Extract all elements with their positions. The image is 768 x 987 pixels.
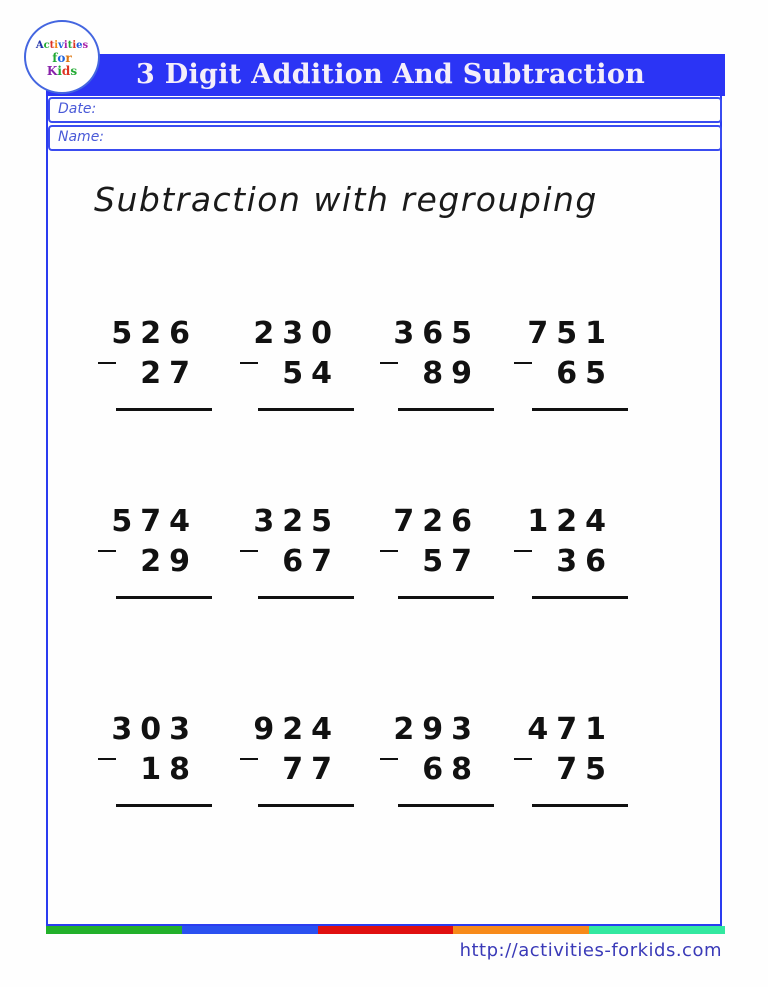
logo-line-for: for	[52, 51, 72, 65]
minuend: 574	[111, 504, 198, 539]
answer-line[interactable]	[258, 408, 354, 411]
stripe-segment	[453, 926, 589, 934]
subtraction-problem	[240, 316, 360, 416]
subtrahend: 54	[282, 356, 340, 391]
minuend: 726	[393, 504, 480, 539]
minus-sign	[380, 758, 398, 760]
subtrahend: 75	[556, 752, 614, 787]
website-url[interactable]: http://activities-forkids.com	[459, 940, 722, 961]
subtrahend: 29	[140, 544, 198, 579]
subtrahend: 67	[282, 544, 340, 579]
minuend: 124	[527, 504, 614, 539]
subtrahend: 36	[556, 544, 614, 579]
minus-sign	[380, 550, 398, 552]
subtraction-problem	[514, 712, 634, 812]
minus-sign	[514, 758, 532, 760]
activities-for-kids-logo	[24, 20, 100, 94]
logo-line-kids: Kids	[46, 64, 78, 78]
subtrahend: 68	[422, 752, 480, 787]
subtraction-problem	[240, 504, 360, 604]
minuend: 751	[527, 316, 614, 351]
subtrahend: 65	[556, 356, 614, 391]
answer-line[interactable]	[258, 804, 354, 807]
stripe-segment	[46, 926, 182, 934]
answer-line[interactable]	[532, 804, 628, 807]
minus-sign	[514, 362, 532, 364]
logo-line-activities: Activities	[35, 40, 89, 51]
subtraction-problem	[98, 712, 218, 812]
subtraction-problem	[514, 316, 634, 416]
subtraction-problem	[380, 504, 500, 604]
subtraction-problem	[98, 316, 218, 416]
subtrahend: 57	[422, 544, 480, 579]
minuend: 471	[527, 712, 614, 747]
minus-sign	[240, 362, 258, 364]
minuend: 230	[253, 316, 340, 351]
subtrahend: 27	[140, 356, 198, 391]
minuend: 303	[111, 712, 198, 747]
name-field[interactable]	[48, 125, 722, 151]
subtraction-problem	[98, 504, 218, 604]
answer-line[interactable]	[116, 408, 212, 411]
name-label: Name:	[58, 129, 105, 145]
answer-line[interactable]	[116, 804, 212, 807]
minus-sign	[380, 362, 398, 364]
minus-sign	[240, 758, 258, 760]
subtrahend: 77	[282, 752, 340, 787]
stripe-segment	[318, 926, 454, 934]
minuend: 365	[393, 316, 480, 351]
stripe-segment	[182, 926, 318, 934]
minuend: 924	[253, 712, 340, 747]
answer-line[interactable]	[116, 596, 212, 599]
subtraction-problem	[380, 316, 500, 416]
subtraction-problem	[380, 712, 500, 812]
subtrahend: 18	[140, 752, 198, 787]
minuend: 526	[111, 316, 198, 351]
stripe-segment	[589, 926, 725, 934]
date-field[interactable]	[48, 97, 722, 123]
minus-sign	[98, 758, 116, 760]
minus-sign	[98, 362, 116, 364]
minus-sign	[98, 550, 116, 552]
subtrahend: 89	[422, 356, 480, 391]
minus-sign	[240, 550, 258, 552]
date-label: Date:	[58, 101, 97, 117]
answer-line[interactable]	[398, 596, 494, 599]
worksheet-title: 3 Digit Addition And Subtraction	[136, 59, 646, 90]
answer-line[interactable]	[532, 408, 628, 411]
answer-line[interactable]	[258, 596, 354, 599]
answer-line[interactable]	[398, 408, 494, 411]
answer-line[interactable]	[398, 804, 494, 807]
worksheet-subtitle: Subtraction with regrouping	[94, 180, 598, 219]
subtraction-problem	[240, 712, 360, 812]
minuend: 293	[393, 712, 480, 747]
answer-line[interactable]	[532, 596, 628, 599]
minus-sign	[514, 550, 532, 552]
subtraction-problem	[514, 504, 634, 604]
minuend: 325	[253, 504, 340, 539]
